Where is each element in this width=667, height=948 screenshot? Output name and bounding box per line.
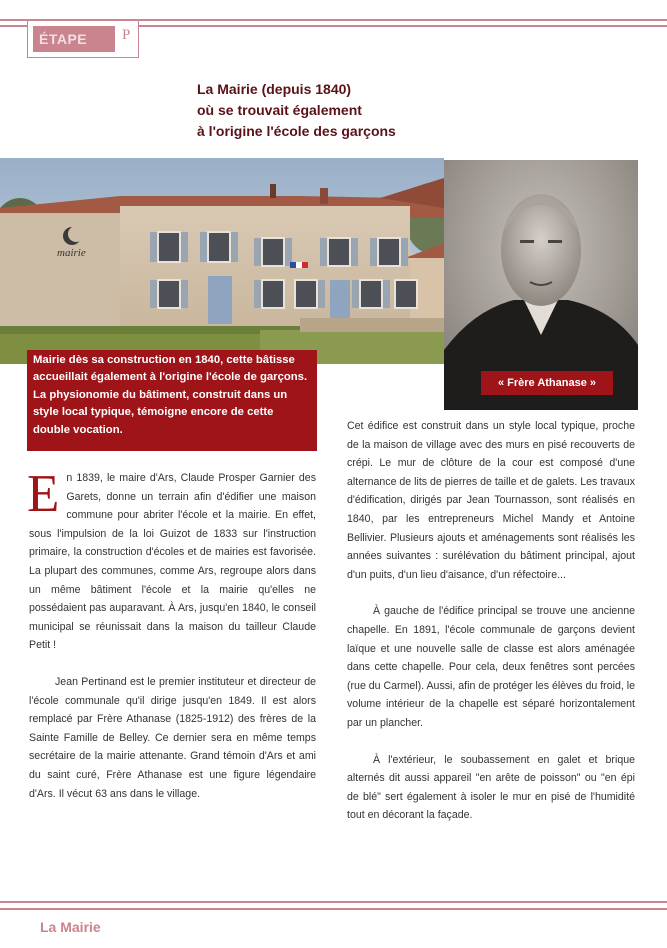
mairie-photo bbox=[0, 158, 444, 364]
footer-label: La Mairie bbox=[40, 919, 101, 935]
step-tag bbox=[27, 20, 139, 58]
title-line-2: où se trouvait également bbox=[197, 102, 362, 118]
left-paragraph-1: n 1839, le maire d'Ars, Claude Prosper Garnier des Garets, donne un terrain afin d'édifier une maison commune pour abriter l'école et la mairie. En effet, sous l'impulsion de la loi Guizot de 1833 sur l'instruction primaire, la construction d'écoles et de mairies est favorisée. La plupart des communes, comme Ars, regroupe alors dans un même bâtiment l'école et la mairie qu'elles ne possédaient pas auparavant. À Ars, jusqu'en 1840, le conseil municipal se réunissait dans la maison du tailleur Claude Petit ! bbox=[29, 472, 316, 652]
right-paragraph-3: À l'extérieur, le soubassement en galet et brique alternés dit aussi appareil "en arête de poisson" ou "en épi de blé" sert également à isoler le mur en pisé de l'humidité tout en décorant la façade. bbox=[347, 753, 635, 822]
mairie-illustration bbox=[0, 158, 444, 364]
step-tag-label: ÉTAPE bbox=[33, 26, 115, 52]
left-column bbox=[27, 465, 316, 803]
right-column bbox=[347, 417, 635, 825]
bottom-rule-1 bbox=[0, 901, 667, 903]
step-tag-letter: P bbox=[122, 27, 131, 43]
bottom-rule-2 bbox=[0, 908, 667, 910]
right-paragraph-1: Cet édifice est construit dans un style local typique, proche de la maison de village avec des murs en pisé recouverts de crépi. Le mur de clôture de la cour est composé d'une alternance de lits de pierres de taille et de galets. Les travaux d'édification, dirigés par Jean Tournasson, sont réalisés en 1840, par les entrepreneurs Michel Mandy et Antoine Bellivier. Plusieurs ajouts et aménagements sont réalisés les années suivantes : surélévation du bâtiment principal, ajout d'un puits, d'un lieu d'aisance, d'un réfectoire... bbox=[347, 420, 635, 581]
portrait-label: « Frère Athanase » bbox=[481, 371, 613, 395]
mairie-sign-text: mairie bbox=[57, 247, 86, 259]
title-line-1: La Mairie (depuis 1840) bbox=[197, 81, 352, 97]
right-paragraph-2: À gauche de l'édifice principal se trouve une ancienne chapelle. En 1891, l'école communale de garçons devient laïque et une nouvelle salle de classe est alors aménagée dans cette chapelle. Pour cela, deux fenêtres sont percées (rue du Carmel). Aussi, afin de protéger les élèves du froid, le volume intérieur de la chapelle est séparé horizontalement par un plancher. bbox=[347, 605, 635, 729]
page-title bbox=[197, 79, 477, 142]
left-paragraph-2: Jean Pertinand est le premier instituteur et directeur de l'école communale qu'il dirige jusqu'en 1849. Il est alors remplacé par Frère Athanase (1825-1912) des frères de la Sainte Famille de Belley. Ce dernier sera en même temps secrétaire de la mairie attenante. Grand témoin d'Ars et ami du saint curé, Frère Athanase est une figure légendaire d'Ars. Il vécut 63 ans dans le village. bbox=[29, 675, 316, 800]
photo-caption: Mairie dès sa construction en 1840, cette bâtisse accueillait également à l'origine l'école de garçons. La physionomie du bâtiment, construit dans un style local typique, témoigne encore de cette double vocation. bbox=[27, 350, 317, 451]
title-line-3: à l'origine l'école des garçons bbox=[197, 123, 396, 139]
drop-cap: E bbox=[27, 465, 60, 523]
